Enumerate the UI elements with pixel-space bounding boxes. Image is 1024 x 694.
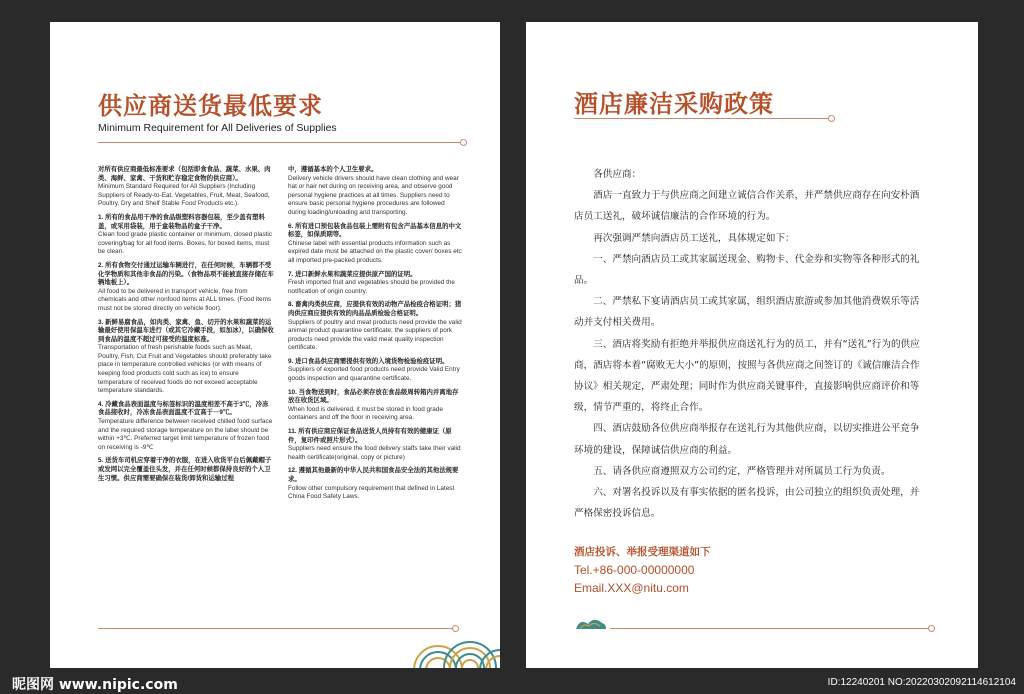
right-title-rule [574, 118, 830, 119]
watermark-id: ID:12240201 NO:20220302092114612104 [827, 677, 1016, 688]
contact-block [574, 544, 711, 599]
left-title-rule [98, 142, 462, 143]
requirement-cn: 5. 送货车司机应穿着干净的衣服，在进入收货平台后佩戴帽子或发网以完全覆盖住头发，并在任何时候都保持良好的个人卫生习惯。供应商需要确保在装货/卸货和运输过程 [98, 457, 272, 482]
requirement-en: When food is delivered, it must be stored in food grade containers and off the floor in receiving area. [288, 405, 443, 422]
requirement-en: Suppliers of exported food products need provide Valid Entry goods inspection and quarantine certificate. [288, 366, 460, 383]
requirement-en: Chinese label with essential products information such as expired date must be attached on the plastic cover/ boxes etc all imported pre-packed products. [288, 239, 462, 264]
requirement-cn: 4. 冷藏食品表面温度与标签标识的温度相差不高于3℃，冷冻食品接收时，冷冻食品表面温度不宜高于－9℃。 [98, 400, 269, 417]
requirement-item [98, 319, 274, 396]
requirement-cn: 12. 遵循其他最新的中华人民共和国食品安全法的其他法规要求。 [288, 467, 459, 483]
policy-paragraph: 六、对署名投诉以及有事实依据的匿名投诉，由公司独立的组织负责处理，并严格保密投诉信息。 [574, 487, 920, 520]
requirement-cn: 对所有供应商最低标准要求（包括即食食品、蔬菜、水果、肉类、海鲜、家禽、干货和贮存稳定食物的供应商）。 [98, 166, 271, 182]
requirement-item [288, 166, 464, 218]
requirement-en: Suppliers need ensure the food delivery staffs take their valid health certificate(original, copy or picture) [288, 445, 461, 461]
requirement-en: Delivery vehicle drivers should have clean clothing and wear hat or hair net during on receiving area, and observe good personal hygiene practices at all times. Suppliers need to ensure basic personal hygiene procedures are followed during loading/unloading and transporting. [288, 174, 459, 216]
requirement-item [288, 428, 464, 462]
right-page [526, 22, 978, 668]
right-bottom-rule [610, 628, 930, 629]
policy-salutation: 各供应商： [593, 169, 642, 180]
left-title-rule-dot [460, 139, 467, 146]
requirement-item [98, 166, 274, 209]
requirement-cn: 6. 所有进口预包装食品包装上需附有包含产品基本信息的中文标签，如保质期等。 [288, 222, 462, 239]
left-bottom-rule-dot [452, 625, 459, 632]
requirement-en: All food to be delivered in transport vehicle, free from chemicals and other nonfood items at ALL times. (Food items must not be stored directly on vehicle floor). [98, 287, 272, 312]
policy-paragraph: 三、酒店将奖励有拒绝并举报供应商送礼行为的员工，并有“送礼”行为的供应商，酒店将本着“腐败无大小”的原则，按照与各供应商之间签订的《诚信廉洁合作协议》相关规定，严肃处理；同时作为供应商关键事件，直接影响供应商评价和等级，情节严重的，将终止合作。 [574, 338, 920, 414]
requirement-en: Transportation of fresh perishable foods such as Meat, Poultry, Fish, Cut Fruit and Vegetables should preferably take place in temperature controlled vehicles (or with means of keeping food products cold such as ice) to ensure temperature of received foods do not exceed acceptable temperature standards. [98, 344, 272, 395]
requirement-item [288, 223, 464, 266]
right-title-cn: 酒店廉洁采购政策 [574, 90, 774, 118]
requirement-en: Follow other compulsory requirement that defined in Latest China Food Safety Laws. [288, 484, 455, 501]
policy-body [574, 164, 928, 524]
right-bottom-rule-dot [928, 625, 935, 632]
left-column-1 [98, 166, 274, 488]
requirement-en: Suppliers of poultry and meat products need provide the valid animal product quarantine certificate; the suppliers of pork products need provide the valid meat quality inspection certificate. [288, 318, 462, 352]
cloud-ornament-icon [574, 616, 608, 630]
contact-tel: Tel.+86-000-00000000 [574, 563, 695, 577]
requirement-item [98, 401, 274, 453]
contact-email: Email.XXX@nitu.com [574, 581, 689, 595]
requirement-cn: 7. 进口新鲜水果和蔬菜应提供原产国的证明。 [288, 270, 417, 278]
requirement-cn: 中，遵循基本的个人卫生要求。 [288, 166, 378, 173]
requirement-cn: 10. 当食物送到时，食品必须存放在食品级周转箱内并离地存放在收货区域。 [288, 388, 459, 405]
requirement-cn: 9. 进口食品供应商需提供有效的入境货物检验检疫证明。 [288, 357, 449, 365]
requirement-cn: 8. 畜禽肉类供应商，应提供有效的动物产品检疫合格证明；猪肉供应商应提供有效的肉品品质检验合格证明。 [288, 301, 462, 317]
left-title-en: Minimum Requirement for All Deliveries of Supplies [98, 122, 337, 134]
requirement-en: Minimum Standard Required for All Suppliers (Including Suppliers of Ready-to-Eat, Vegetables, Fruit, Meat, Seafood, Poultry, Dry and Shelf Stable Food Products etc.). [98, 183, 270, 208]
requirement-item [288, 358, 464, 384]
requirement-item [98, 262, 274, 314]
requirement-item [288, 389, 464, 423]
policy-paragraph: 五、请各供应商遵照双方公司约定，严格管理并对所属员工行为负责。 [593, 465, 891, 477]
requirement-item [288, 301, 464, 353]
requirement-cn: 2. 所有食物交付通过运输车辆进行，在任何时候，车辆都不受化学物质和其他非食品的污染。（食物品项不能被直接存储在车辆地板上）。 [98, 261, 274, 287]
requirement-item [98, 214, 274, 257]
watermark-brand: 昵图网 www.nipic.com [12, 677, 178, 693]
requirement-cn: 11. 所有供应商应保证食品送货人员持有有效的健康证（原件，复印件或照片形式）。 [288, 428, 452, 444]
requirement-item [288, 467, 464, 501]
requirement-item [288, 271, 464, 297]
left-title-cn: 供应商送货最低要求 [98, 92, 323, 120]
requirement-en: Temperature difference between received chilled food surface and the required storage temperature on the label should be within +3℃. Preferred target limit temperature of frozen food on receiving is -9℃ [98, 418, 273, 451]
requirement-cn: 3. 新鲜易腐食品，如肉类、家禽、鱼、切开的水果和蔬菜的运输最好使用保温车进行（或其它冷藏手段，如加冰），以确保收到食品的温度不超过可接受的温度标准。 [98, 318, 274, 343]
left-page [50, 22, 500, 668]
policy-paragraph: 二、严禁私下宴请酒店员工或其家属，组织酒店旅游或参加其他消费娱乐等活动并支付相关费用。 [574, 296, 920, 329]
requirement-cn: 1. 所有的食品用干净的食品级塑料容器包装，至少盖有塑料盖，或采用袋装，用于盒装物品的盒子干净。 [98, 213, 265, 230]
policy-paragraph: 一、严禁向酒店员工或其家属送现金、购物卡、代金券和实物等各种形式的礼品。 [574, 253, 920, 287]
watermark-bar [0, 672, 1024, 694]
policy-paragraph: 再次强调严禁向酒店员工送礼，具体规定如下： [593, 232, 795, 244]
policy-paragraph: 四、酒店鼓励各位供应商举报存在送礼行为其他供应商，以切实推进公平竞争环境的建设，保障诚信供应商的利益。 [574, 423, 920, 456]
requirement-item [98, 457, 274, 483]
policy-paragraph: 酒店一直致力于与供应商之间建立诚信合作关系，并严禁供应商存在向安朴酒店员工送礼，破坏诚信廉洁的合作环境的行为。 [574, 190, 920, 223]
requirement-en: Clean food grade plastic container or minimum, closed plastic covering/bag for all food items. Boxes, for boxed items, must be clean. [98, 231, 273, 256]
left-column-2 [288, 166, 464, 507]
contact-title: 酒店投诉、举报受理渠道如下 [574, 546, 711, 558]
right-title-rule-dot [828, 115, 835, 122]
requirement-en: Fresh imported fruit and vegetables should be provided the notification of origin country. [288, 279, 455, 295]
left-bottom-rule [98, 628, 454, 629]
wave-ornament-icon [408, 634, 500, 668]
